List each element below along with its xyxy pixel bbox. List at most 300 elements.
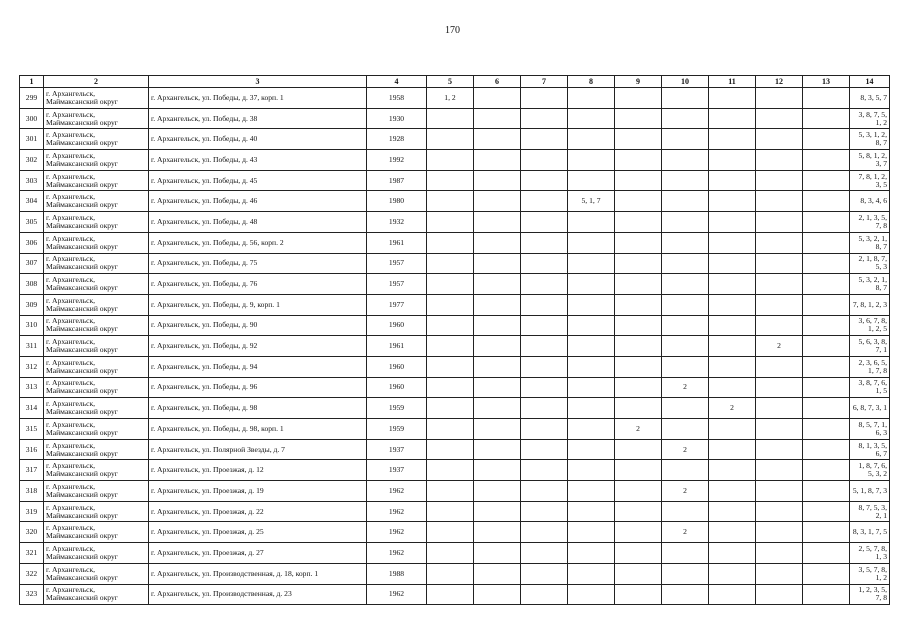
cell-year: 1961 xyxy=(367,232,427,253)
cell-address: г. Архангельск, ул. Победы, д. 76 xyxy=(149,274,367,295)
cell-col-8: 5, 1, 7 xyxy=(568,191,615,212)
cell-col-13 xyxy=(803,170,850,191)
cell-col-13 xyxy=(803,108,850,129)
table-row xyxy=(20,419,890,440)
cell-district: г. Архангельск, Маймаксанский округ xyxy=(44,356,149,377)
cell-col-6 xyxy=(474,356,521,377)
cell-col-11 xyxy=(709,419,756,440)
cell-col-7 xyxy=(521,584,568,605)
cell-row-number: 311 xyxy=(20,336,44,357)
cell-col-5 xyxy=(427,232,474,253)
cell-col-6 xyxy=(474,150,521,171)
cell-col-8 xyxy=(568,170,615,191)
cell-col-9 xyxy=(615,232,662,253)
cell-col-12 xyxy=(756,170,803,191)
cell-col-5 xyxy=(427,315,474,336)
cell-col-9 xyxy=(615,315,662,336)
table-row xyxy=(20,398,890,419)
table-row xyxy=(20,377,890,398)
cell-col-11 xyxy=(709,232,756,253)
cell-col-5 xyxy=(427,522,474,543)
cell-col-8 xyxy=(568,584,615,605)
cell-col-5 xyxy=(427,460,474,481)
cell-col-10 xyxy=(662,294,709,315)
table-row xyxy=(20,584,890,605)
cell-address: г. Архангельск, ул. Победы, д. 96 xyxy=(149,377,367,398)
cell-year: 1988 xyxy=(367,563,427,584)
table-row xyxy=(20,336,890,357)
cell-col-14: 5, 8, 1, 2, 3, 7 xyxy=(850,150,890,171)
cell-year: 1930 xyxy=(367,108,427,129)
cell-year: 1959 xyxy=(367,398,427,419)
cell-col-10: 2 xyxy=(662,522,709,543)
cell-col-5 xyxy=(427,253,474,274)
cell-col-12 xyxy=(756,419,803,440)
cell-col-7 xyxy=(521,88,568,109)
cell-district: г. Архангельск, Маймаксанский округ xyxy=(44,150,149,171)
cell-col-6 xyxy=(474,88,521,109)
cell-year: 1962 xyxy=(367,501,427,522)
cell-col-14: 5, 1, 8, 7, 3 xyxy=(850,481,890,502)
column-header-2: 2 xyxy=(44,76,149,88)
cell-address: г. Архангельск, ул. Производственная, д. 23 xyxy=(149,584,367,605)
cell-col-11 xyxy=(709,315,756,336)
cell-col-13 xyxy=(803,522,850,543)
cell-district: г. Архангельск, Маймаксанский округ xyxy=(44,584,149,605)
cell-col-8 xyxy=(568,377,615,398)
cell-col-8 xyxy=(568,522,615,543)
cell-col-9 xyxy=(615,129,662,150)
cell-col-6 xyxy=(474,460,521,481)
cell-address: г. Архангельск, ул. Победы, д. 98, корп. 1 xyxy=(149,419,367,440)
cell-col-11 xyxy=(709,356,756,377)
cell-col-5 xyxy=(427,398,474,419)
cell-col-12 xyxy=(756,232,803,253)
cell-col-14: 2, 1, 8, 7, 5, 3 xyxy=(850,253,890,274)
cell-address: г. Архангельск, ул. Победы, д. 48 xyxy=(149,212,367,233)
cell-district: г. Архангельск, Маймаксанский округ xyxy=(44,253,149,274)
cell-col-11 xyxy=(709,108,756,129)
column-header-12: 12 xyxy=(756,76,803,88)
cell-col-8 xyxy=(568,439,615,460)
cell-col-9 xyxy=(615,150,662,171)
table-row xyxy=(20,460,890,481)
cell-col-13 xyxy=(803,356,850,377)
cell-col-11 xyxy=(709,377,756,398)
cell-col-9 xyxy=(615,543,662,564)
cell-row-number: 319 xyxy=(20,501,44,522)
cell-col-13 xyxy=(803,419,850,440)
cell-row-number: 317 xyxy=(20,460,44,481)
cell-col-12 xyxy=(756,501,803,522)
cell-col-6 xyxy=(474,274,521,295)
cell-col-8 xyxy=(568,253,615,274)
cell-year: 1961 xyxy=(367,336,427,357)
cell-year: 1937 xyxy=(367,460,427,481)
cell-row-number: 323 xyxy=(20,584,44,605)
cell-col-11 xyxy=(709,170,756,191)
cell-col-6 xyxy=(474,336,521,357)
cell-district: г. Архангельск, Маймаксанский округ xyxy=(44,108,149,129)
cell-col-9: 2 xyxy=(615,419,662,440)
cell-col-10 xyxy=(662,543,709,564)
cell-col-11 xyxy=(709,543,756,564)
cell-col-13 xyxy=(803,315,850,336)
cell-col-11: 2 xyxy=(709,398,756,419)
cell-col-7 xyxy=(521,315,568,336)
cell-year: 1960 xyxy=(367,377,427,398)
cell-col-5 xyxy=(427,584,474,605)
table-row xyxy=(20,232,890,253)
cell-col-5 xyxy=(427,439,474,460)
cell-col-9 xyxy=(615,584,662,605)
cell-col-14: 8, 3, 4, 6 xyxy=(850,191,890,212)
cell-col-13 xyxy=(803,212,850,233)
cell-col-12 xyxy=(756,88,803,109)
cell-col-11 xyxy=(709,294,756,315)
cell-col-10 xyxy=(662,108,709,129)
cell-col-12 xyxy=(756,460,803,481)
cell-col-13 xyxy=(803,274,850,295)
cell-col-8 xyxy=(568,419,615,440)
cell-district: г. Архангельск, Маймаксанский округ xyxy=(44,460,149,481)
cell-col-14: 1, 2, 3, 5, 7, 8 xyxy=(850,584,890,605)
cell-col-13 xyxy=(803,191,850,212)
cell-district: г. Архангельск, Маймаксанский округ xyxy=(44,481,149,502)
table-header xyxy=(20,76,890,88)
cell-district: г. Архангельск, Маймаксанский округ xyxy=(44,170,149,191)
cell-col-14: 2, 1, 3, 5, 7, 8 xyxy=(850,212,890,233)
cell-col-14: 8, 3, 1, 7, 5 xyxy=(850,522,890,543)
column-header-7: 7 xyxy=(521,76,568,88)
cell-col-11 xyxy=(709,274,756,295)
cell-address: г. Архангельск, ул. Победы, д. 38 xyxy=(149,108,367,129)
cell-col-14: 5, 3, 2, 1, 8, 7 xyxy=(850,232,890,253)
page-number: 170 xyxy=(445,25,460,36)
cell-col-14: 5, 3, 2, 1, 8, 7 xyxy=(850,274,890,295)
cell-col-14: 5, 6, 3, 8, 7, 1 xyxy=(850,336,890,357)
column-header-8: 8 xyxy=(568,76,615,88)
column-header-6: 6 xyxy=(474,76,521,88)
cell-col-14: 8, 5, 7, 1, 6, 3 xyxy=(850,419,890,440)
cell-year: 1960 xyxy=(367,356,427,377)
cell-col-14: 8, 1, 3, 5, 6, 7 xyxy=(850,439,890,460)
cell-col-8 xyxy=(568,336,615,357)
cell-row-number: 302 xyxy=(20,150,44,171)
cell-col-6 xyxy=(474,398,521,419)
cell-year: 1962 xyxy=(367,481,427,502)
cell-district: г. Архангельск, Маймаксанский округ xyxy=(44,398,149,419)
cell-col-12 xyxy=(756,377,803,398)
cell-col-9 xyxy=(615,253,662,274)
cell-row-number: 314 xyxy=(20,398,44,419)
cell-col-9 xyxy=(615,398,662,419)
cell-col-5 xyxy=(427,170,474,191)
cell-row-number: 301 xyxy=(20,129,44,150)
cell-row-number: 306 xyxy=(20,232,44,253)
cell-col-9 xyxy=(615,170,662,191)
table-row xyxy=(20,212,890,233)
cell-col-8 xyxy=(568,356,615,377)
cell-col-5 xyxy=(427,274,474,295)
cell-district: г. Архангельск, Маймаксанский округ xyxy=(44,294,149,315)
cell-col-10 xyxy=(662,129,709,150)
cell-col-7 xyxy=(521,439,568,460)
cell-col-8 xyxy=(568,212,615,233)
cell-district: г. Архангельск, Маймаксанский округ xyxy=(44,191,149,212)
cell-year: 1958 xyxy=(367,88,427,109)
cell-year: 1962 xyxy=(367,522,427,543)
cell-col-5 xyxy=(427,501,474,522)
cell-row-number: 315 xyxy=(20,419,44,440)
cell-district: г. Архангельск, Маймаксанский округ xyxy=(44,543,149,564)
table-row xyxy=(20,522,890,543)
cell-col-9 xyxy=(615,501,662,522)
cell-year: 1957 xyxy=(367,253,427,274)
cell-district: г. Архангельск, Маймаксанский округ xyxy=(44,501,149,522)
table-row xyxy=(20,356,890,377)
cell-address: г. Архангельск, ул. Проезжая, д. 25 xyxy=(149,522,367,543)
cell-col-13 xyxy=(803,336,850,357)
cell-col-10 xyxy=(662,191,709,212)
cell-col-13 xyxy=(803,563,850,584)
cell-col-9 xyxy=(615,563,662,584)
cell-row-number: 307 xyxy=(20,253,44,274)
cell-col-6 xyxy=(474,481,521,502)
cell-row-number: 312 xyxy=(20,356,44,377)
cell-col-7 xyxy=(521,274,568,295)
cell-year: 1992 xyxy=(367,150,427,171)
table-row xyxy=(20,563,890,584)
cell-address: г. Архангельск, ул. Победы, д. 90 xyxy=(149,315,367,336)
column-header-5: 5 xyxy=(427,76,474,88)
cell-col-8 xyxy=(568,108,615,129)
table-row xyxy=(20,481,890,502)
cell-col-5 xyxy=(427,377,474,398)
cell-row-number: 300 xyxy=(20,108,44,129)
cell-col-7 xyxy=(521,460,568,481)
cell-col-12 xyxy=(756,150,803,171)
cell-address: г. Архангельск, ул. Проезжая, д. 12 xyxy=(149,460,367,481)
cell-col-10: 2 xyxy=(662,481,709,502)
column-header-4: 4 xyxy=(367,76,427,88)
cell-col-6 xyxy=(474,129,521,150)
cell-col-14: 5, 3, 1, 2, 8, 7 xyxy=(850,129,890,150)
cell-year: 1928 xyxy=(367,129,427,150)
cell-col-14: 1, 8, 7, 6, 5, 3, 2 xyxy=(850,460,890,481)
cell-district: г. Архангельск, Маймаксанский округ xyxy=(44,563,149,584)
cell-col-7 xyxy=(521,501,568,522)
cell-col-10 xyxy=(662,274,709,295)
cell-address: г. Архангельск, ул. Победы, д. 94 xyxy=(149,356,367,377)
table-row xyxy=(20,108,890,129)
cell-col-7 xyxy=(521,522,568,543)
cell-col-10 xyxy=(662,150,709,171)
cell-col-12 xyxy=(756,481,803,502)
header-row xyxy=(20,76,890,88)
cell-row-number: 320 xyxy=(20,522,44,543)
cell-col-5 xyxy=(427,543,474,564)
cell-col-6 xyxy=(474,563,521,584)
cell-col-6 xyxy=(474,377,521,398)
cell-district: г. Архангельск, Маймаксанский округ xyxy=(44,88,149,109)
cell-col-13 xyxy=(803,377,850,398)
cell-col-11 xyxy=(709,150,756,171)
cell-col-6 xyxy=(474,170,521,191)
cell-col-10 xyxy=(662,336,709,357)
cell-col-13 xyxy=(803,294,850,315)
cell-col-11 xyxy=(709,88,756,109)
cell-row-number: 322 xyxy=(20,563,44,584)
cell-col-9 xyxy=(615,108,662,129)
cell-col-5 xyxy=(427,419,474,440)
cell-address: г. Архангельск, ул. Проезжая, д. 22 xyxy=(149,501,367,522)
cell-col-14: 3, 6, 7, 8, 1, 2, 5 xyxy=(850,315,890,336)
cell-col-7 xyxy=(521,212,568,233)
cell-col-6 xyxy=(474,584,521,605)
cell-col-13 xyxy=(803,543,850,564)
cell-col-10 xyxy=(662,460,709,481)
cell-col-12 xyxy=(756,253,803,274)
column-header-3: 3 xyxy=(149,76,367,88)
cell-col-13 xyxy=(803,88,850,109)
cell-col-8 xyxy=(568,150,615,171)
cell-col-10 xyxy=(662,419,709,440)
cell-col-9 xyxy=(615,377,662,398)
cell-col-11 xyxy=(709,253,756,274)
cell-col-12 xyxy=(756,108,803,129)
cell-col-11 xyxy=(709,563,756,584)
cell-col-11 xyxy=(709,191,756,212)
table-row xyxy=(20,274,890,295)
cell-col-11 xyxy=(709,501,756,522)
cell-col-10 xyxy=(662,563,709,584)
cell-col-7 xyxy=(521,563,568,584)
column-header-14: 14 xyxy=(850,76,890,88)
cell-col-6 xyxy=(474,294,521,315)
cell-col-14: 7, 8, 1, 2, 3 xyxy=(850,294,890,315)
cell-row-number: 303 xyxy=(20,170,44,191)
cell-col-6 xyxy=(474,501,521,522)
cell-district: г. Архангельск, Маймаксанский округ xyxy=(44,377,149,398)
cell-col-10: 2 xyxy=(662,377,709,398)
cell-col-13 xyxy=(803,501,850,522)
cell-col-6 xyxy=(474,543,521,564)
cell-col-13 xyxy=(803,232,850,253)
cell-col-5 xyxy=(427,336,474,357)
cell-col-10 xyxy=(662,356,709,377)
cell-year: 1962 xyxy=(367,584,427,605)
cell-year: 1959 xyxy=(367,419,427,440)
cell-col-11 xyxy=(709,439,756,460)
table-row xyxy=(20,294,890,315)
cell-col-10 xyxy=(662,584,709,605)
cell-row-number: 316 xyxy=(20,439,44,460)
cell-col-7 xyxy=(521,150,568,171)
cell-col-7 xyxy=(521,232,568,253)
cell-col-10 xyxy=(662,253,709,274)
cell-col-7 xyxy=(521,336,568,357)
cell-district: г. Архангельск, Маймаксанский округ xyxy=(44,522,149,543)
cell-col-12 xyxy=(756,274,803,295)
cell-col-6 xyxy=(474,191,521,212)
cell-col-9 xyxy=(615,274,662,295)
cell-year: 1957 xyxy=(367,274,427,295)
cell-col-10 xyxy=(662,232,709,253)
cell-district: г. Архангельск, Маймаксанский округ xyxy=(44,212,149,233)
cell-col-10 xyxy=(662,501,709,522)
cell-col-7 xyxy=(521,419,568,440)
table-row xyxy=(20,191,890,212)
cell-col-11 xyxy=(709,336,756,357)
cell-district: г. Архангельск, Маймаксанский округ xyxy=(44,439,149,460)
cell-col-9 xyxy=(615,522,662,543)
cell-col-14: 2, 5, 7, 8, 1, 3 xyxy=(850,543,890,564)
cell-col-6 xyxy=(474,419,521,440)
cell-address: г. Архангельск, ул. Проезжая, д. 19 xyxy=(149,481,367,502)
cell-col-9 xyxy=(615,439,662,460)
column-header-10: 10 xyxy=(662,76,709,88)
column-header-1: 1 xyxy=(20,76,44,88)
cell-col-14: 6, 8, 7, 3, 1 xyxy=(850,398,890,419)
cell-row-number: 305 xyxy=(20,212,44,233)
cell-col-10 xyxy=(662,315,709,336)
cell-col-5 xyxy=(427,563,474,584)
cell-col-10 xyxy=(662,398,709,419)
cell-col-7 xyxy=(521,108,568,129)
cell-col-9 xyxy=(615,294,662,315)
cell-year: 1980 xyxy=(367,191,427,212)
cell-year: 1932 xyxy=(367,212,427,233)
cell-col-7 xyxy=(521,253,568,274)
cell-year: 1977 xyxy=(367,294,427,315)
column-header-9: 9 xyxy=(615,76,662,88)
cell-col-9 xyxy=(615,481,662,502)
cell-address: г. Архангельск, ул. Победы, д. 75 xyxy=(149,253,367,274)
cell-year: 1962 xyxy=(367,543,427,564)
cell-address: г. Архангельск, ул. Победы, д. 40 xyxy=(149,129,367,150)
cell-year: 1937 xyxy=(367,439,427,460)
cell-col-5 xyxy=(427,294,474,315)
cell-address: г. Архангельск, ул. Победы, д. 56, корп. 2 xyxy=(149,232,367,253)
table-row xyxy=(20,170,890,191)
cell-row-number: 304 xyxy=(20,191,44,212)
cell-col-12 xyxy=(756,543,803,564)
cell-col-12 xyxy=(756,439,803,460)
cell-district: г. Архангельск, Маймаксанский округ xyxy=(44,419,149,440)
cell-col-8 xyxy=(568,543,615,564)
cell-address: г. Архангельск, ул. Победы, д. 43 xyxy=(149,150,367,171)
cell-col-9 xyxy=(615,356,662,377)
cell-col-14: 3, 8, 7, 6, 1, 5 xyxy=(850,377,890,398)
cell-row-number: 313 xyxy=(20,377,44,398)
cell-col-7 xyxy=(521,129,568,150)
cell-col-8 xyxy=(568,563,615,584)
cell-col-5: 1, 2 xyxy=(427,88,474,109)
cell-col-13 xyxy=(803,460,850,481)
cell-col-12 xyxy=(756,584,803,605)
cell-col-14: 7, 8, 1, 2, 3, 5 xyxy=(850,170,890,191)
cell-address: г. Архангельск, ул. Проезжая, д. 27 xyxy=(149,543,367,564)
cell-col-14: 8, 7, 5, 3, 2, 1 xyxy=(850,501,890,522)
cell-district: г. Архангельск, Маймаксанский округ xyxy=(44,232,149,253)
table-row xyxy=(20,501,890,522)
cell-col-10 xyxy=(662,170,709,191)
cell-col-6 xyxy=(474,108,521,129)
cell-col-6 xyxy=(474,232,521,253)
cell-col-13 xyxy=(803,481,850,502)
cell-col-5 xyxy=(427,150,474,171)
